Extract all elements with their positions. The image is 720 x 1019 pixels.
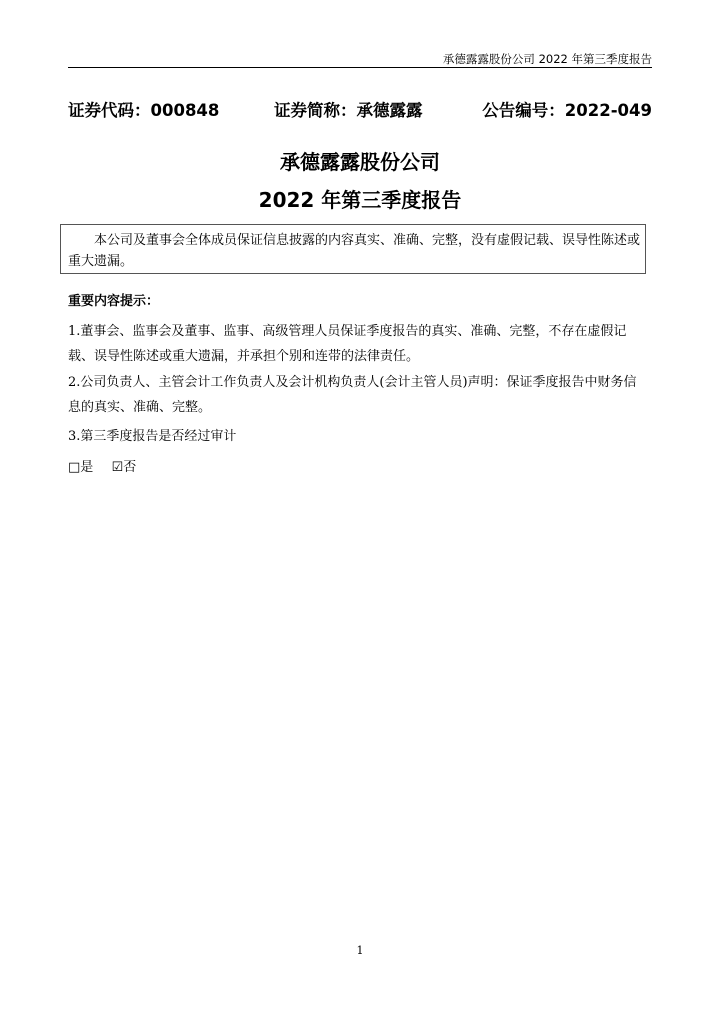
- running-header: 承德露露股份公司 2022 年第三季度报告: [442, 52, 652, 66]
- report-title: 2022 年第三季度报告: [258, 188, 462, 212]
- notice-text: 本公司及董事会全体成员保证信息披露的内容真实、准确、完整，没有虚假记载、误导性陈述或重大遗漏。: [68, 233, 641, 269]
- stock-code: 证券代码：000848: [68, 101, 220, 120]
- important-item-3: 3.第三季度报告是否经过审计: [68, 429, 237, 444]
- page-number: 1: [356, 944, 364, 957]
- option-yes-checkbox: □是: [68, 460, 94, 475]
- announcement-number: 公告编号：2022-049: [482, 101, 652, 120]
- audit-options: [68, 456, 136, 475]
- option-no-checkbox: ☑否: [111, 460, 137, 475]
- important-heading: 重要内容提示：: [68, 294, 160, 309]
- important-item-1: 1.董事会、监事会及董事、监事、高级管理人员保证季度报告的真实、准确、完整，不存在虚假记载、误导性陈述或重大遗漏，并承担个别和连带的法律责任。: [68, 324, 627, 364]
- header-rule: [68, 67, 652, 68]
- important-item-2: 2.公司负责人、主管会计工作负责人及会计机构负责人(会计主管人员)声明：保证季度报告中财务信息的真实、准确、完整。: [68, 375, 637, 415]
- stock-short-name: 证券简称：承德露露: [274, 101, 423, 120]
- company-title: 承德露露股份公司: [280, 150, 440, 174]
